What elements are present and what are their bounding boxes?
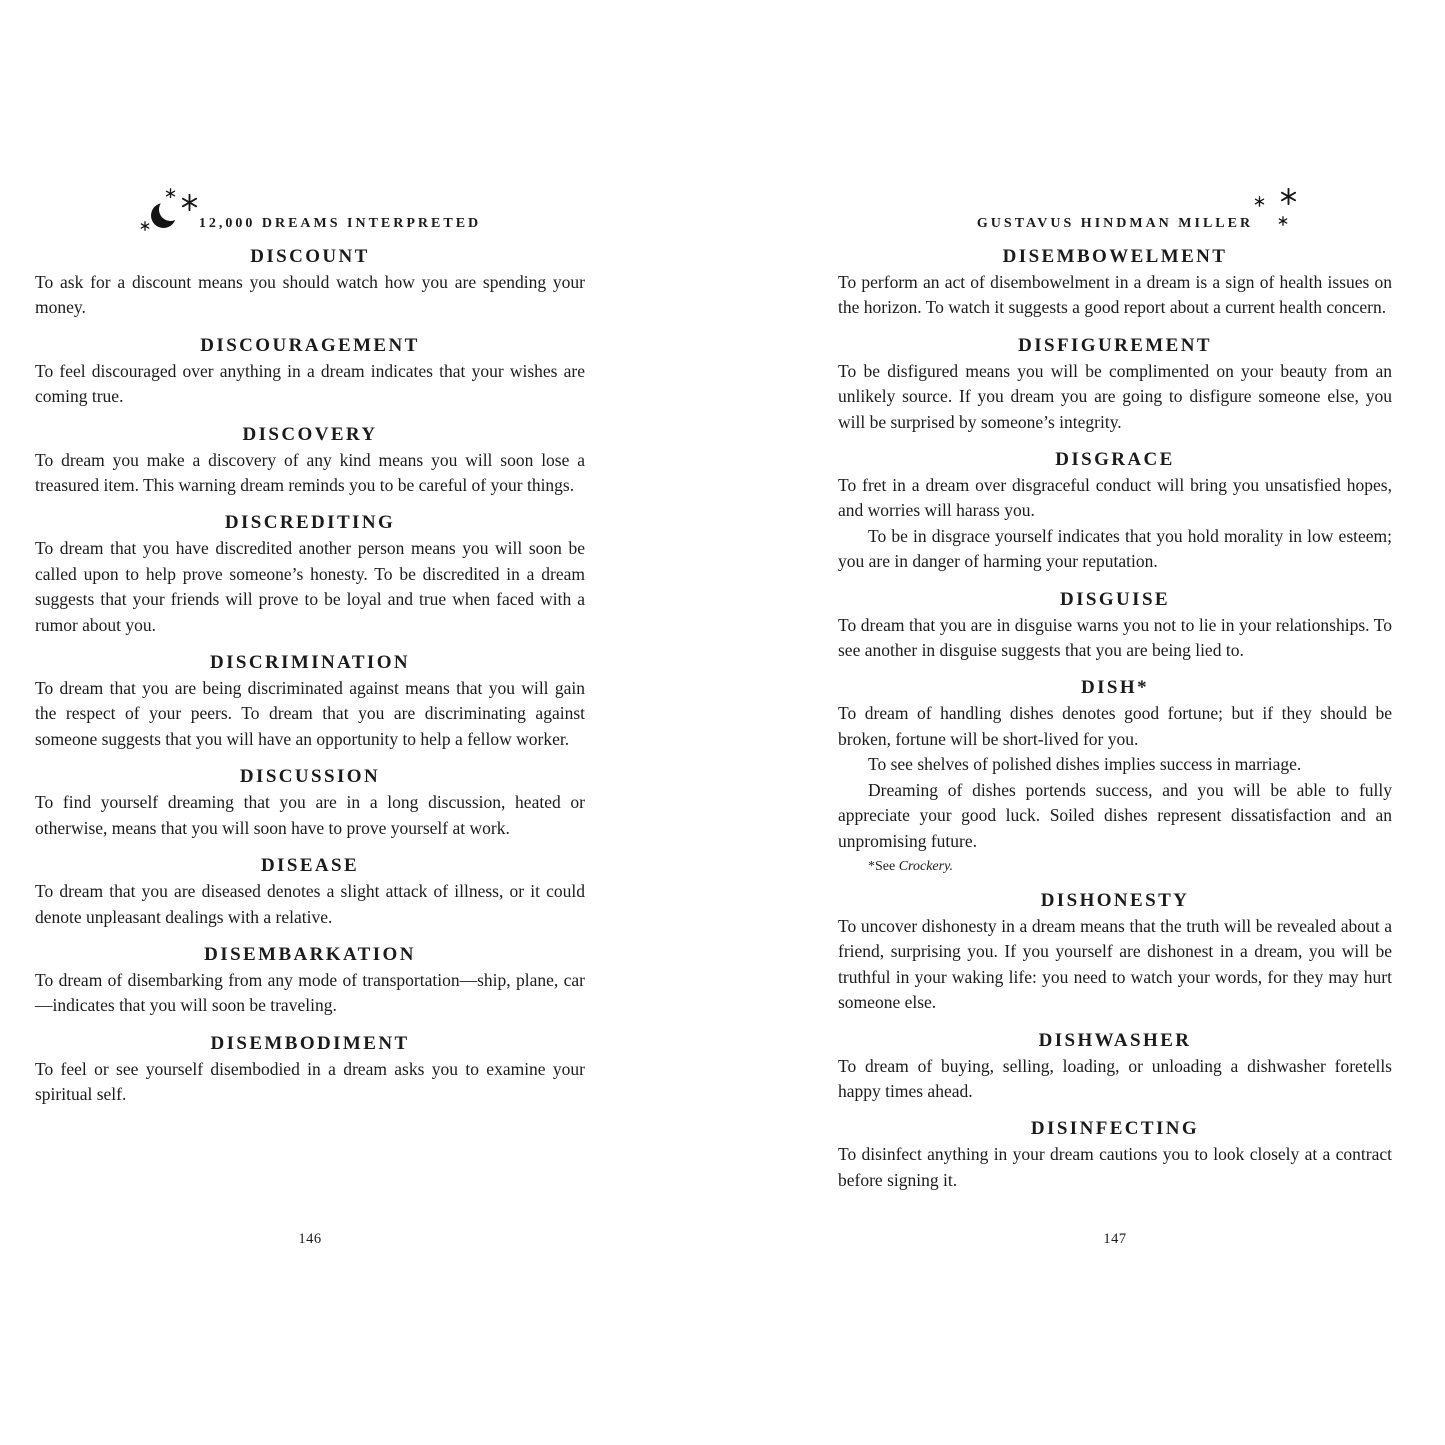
moon-and-stars-ornament [139, 186, 197, 232]
entry-disembodiment [35, 1032, 585, 1108]
entry-disinfecting [838, 1117, 1392, 1193]
entry-text: To dream you make a discovery of any kind means you will soon lose a treasured item. This warning dream reminds you to be careful of your things. [35, 449, 585, 496]
entry-discussion [35, 765, 585, 841]
entry-text: To find yourself dreaming that you are in a long discussion, heated or otherwise, means that you will soon have to prove yourself at work. [35, 792, 585, 838]
entry-disfigurement [838, 334, 1392, 435]
book-title: 12,000 DREAMS INTERPRETED [198, 216, 482, 231]
page-right [838, 0, 1392, 1445]
entry-text: Dreaming of dishes portends success, and you will be able to fully appreciate your good luck. Soiled dishes represent dissatisfaction and an unpromising future. [838, 779, 1392, 851]
entry-dishonesty [838, 889, 1392, 1016]
entry-term: DISEASE [260, 855, 360, 877]
entry-term: DISCUSSION [239, 766, 381, 788]
entry-footnote [838, 857, 1392, 876]
entry-text: To fret in a dream over disgraceful conduct will bring you unsatisfied hopes, and worries will harass you. [838, 475, 1392, 521]
footnote-reference: Crockery. [898, 858, 954, 874]
entry-text: To feel discouraged over anything in a dream indicates that your wishes are coming true. [35, 360, 585, 407]
entry-text: To dream that you have discredited another person means you will soon be called upon to help prove someone’s honesty. To be discredited in a dream suggests that your friends will prove to be loyal and true when faced with a rumor about you. [35, 538, 585, 635]
entry-disgrace [838, 448, 1392, 575]
entry-text: To uncover dishonesty in a dream means that the truth will be revealed about a friend, surprising you. If you yourself are dishonest in a dream, you will be truthful in your waking life: you need to watch your words, for they may hurt someone else. [838, 915, 1392, 1013]
entry-text: To dream that you are diseased denotes a slight attack of illness, or it could denote unpleasant dealings with a relative. [35, 881, 585, 927]
entry-term: DISCREDITING [224, 512, 396, 534]
footnote-prefix: *See [868, 858, 899, 874]
entry-text: To ask for a discount means you should watch how you are spending your money. [35, 272, 585, 318]
page-number-right: 147 [1103, 1231, 1127, 1247]
running-head-left [35, 196, 585, 232]
entry-text: To dream of disembarking from any mode of transportation—ship, plane, car—indicates that you will soon be traveling. [35, 969, 585, 1016]
entry-text: To perform an act of disembowelment in a dream is a sign of health issues on the horizon. To watch it suggests a good report about a current health concern. [838, 272, 1392, 318]
author-name: GUSTAVUS HINDMAN MILLER [976, 216, 1254, 231]
page-left [35, 0, 585, 1445]
small-star-icon [1278, 216, 1288, 226]
entry-text: To dream that you are being discriminated against means that you will gain the respect of your peers. To dream that you are discriminating against someone suggests that you will have an opportunity to help a fellow worker. [35, 678, 585, 749]
small-star-icon [1254, 196, 1265, 207]
entry-term: DISCOURAGEMENT [200, 334, 420, 356]
entry-text: To be disfigured means you will be complimented on your beauty from an unlikely source. If you dream you are going to disfigure someone else, you will be surprised by someone’s integrity. [838, 360, 1392, 432]
entry-discount [35, 245, 585, 321]
entry-term: DISH* [1081, 677, 1149, 699]
large-star-icon [181, 194, 198, 211]
entry-term: DISHWASHER [1038, 1029, 1192, 1051]
entry-dishwasher [838, 1029, 1392, 1105]
page-number-left: 146 [298, 1231, 322, 1247]
entries-left [35, 245, 585, 1108]
entry-text: To feel or see yourself disembodied in a dream asks you to examine your spiritual self. [35, 1058, 585, 1105]
entry-term: DISCRIMINATION [209, 652, 411, 674]
entry-term: DISGRACE [1055, 449, 1175, 471]
running-head-right [838, 196, 1392, 232]
stars-ornament [1252, 186, 1306, 230]
entry-term: DISEMBODIMENT [210, 1032, 410, 1054]
entry-term: DISCOVERY [242, 423, 378, 445]
entry-term: DISEMBARKATION [204, 943, 416, 965]
entry-text: To disinfect anything in your dream cautions you to look closely at a contract before signing it. [838, 1144, 1392, 1190]
entry-term: DISGUISE [1059, 588, 1171, 610]
entry-dish [838, 676, 1392, 875]
entry-disembowelment [838, 245, 1392, 321]
entry-term: DISINFECTING [1030, 1118, 1200, 1140]
entry-term: DISFIGUREMENT [1018, 334, 1212, 356]
entry-text: To see shelves of polished dishes implies success in marriage. [868, 754, 1302, 775]
entry-disease [35, 854, 585, 930]
entry-text: To be in disgrace yourself indicates that you hold morality in low esteem; you are in danger of harming your reputation. [838, 525, 1392, 572]
entry-text: To dream of handling dishes denotes good fortune; but if they should be broken, fortune will be short-lived for you. [838, 703, 1392, 749]
entry-text: To dream that you are in disguise warns you not to lie in your relationships. To see another in disguise suggests that you are being lied to. [838, 614, 1392, 661]
entry-term: DISHONESTY [1040, 889, 1190, 911]
entry-disembarkation [35, 943, 585, 1019]
crescent-moon-icon [151, 203, 176, 228]
entry-disguise [838, 588, 1392, 664]
entry-text: To dream of buying, selling, loading, or unloading a dishwasher foretells happy times ahead. [838, 1055, 1392, 1101]
entry-term: DISCOUNT [250, 246, 370, 267]
entry-discrediting [35, 511, 585, 638]
large-star-icon [1280, 188, 1297, 205]
entry-discouragement [35, 334, 585, 410]
entries-right [838, 245, 1392, 1193]
entry-discovery [35, 423, 585, 499]
entry-discrimination [35, 651, 585, 752]
entry-term: DISEMBOWELMENT [1002, 246, 1228, 267]
small-star-icon [140, 221, 150, 231]
